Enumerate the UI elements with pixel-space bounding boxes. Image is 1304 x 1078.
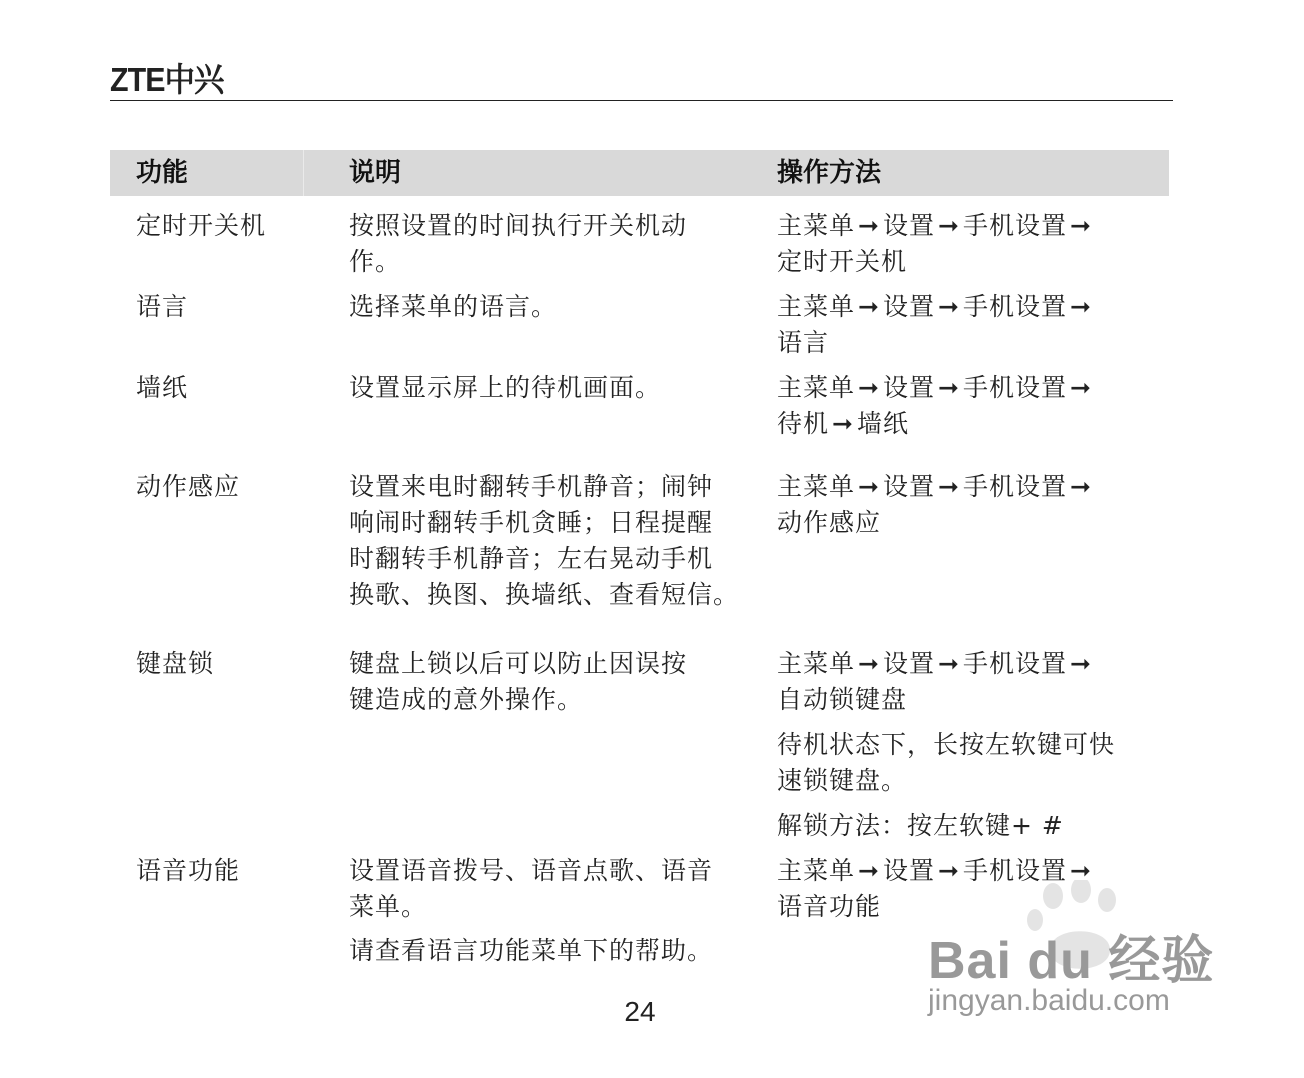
row-steps <box>777 370 1162 442</box>
arrow-right-icon: ➞ <box>832 409 854 438</box>
arrow-right-icon: ➞ <box>1069 292 1092 321</box>
row-note <box>777 727 1162 799</box>
step: 主菜单 <box>777 472 856 501</box>
row-note-unlock: 解锁方法：按左软键+ # <box>777 811 1064 840</box>
note-line: 待机状态下，长按左软键可快 <box>777 730 1116 759</box>
arrow-right-icon: ➞ <box>1069 649 1092 678</box>
arrow-right-icon: ➞ <box>858 856 880 885</box>
arrow-right-icon: ➞ <box>858 472 880 501</box>
step: 语言 <box>777 328 830 357</box>
step: 语音功能 <box>777 892 882 921</box>
arrow-right-icon: ➞ <box>1069 472 1092 501</box>
step: 自动锁键盘 <box>777 685 908 714</box>
step: 手机设置 <box>962 856 1067 885</box>
column-header-function: 功能 <box>136 158 189 188</box>
step: 主菜单 <box>777 856 856 885</box>
step: 设置 <box>882 649 935 678</box>
step: 主菜单 <box>777 292 856 321</box>
zte-logo: ZTE中兴 <box>110 61 224 98</box>
row-description <box>349 469 744 613</box>
row-function-voice: 语音功能 <box>136 856 241 885</box>
step: 设置 <box>882 856 935 885</box>
step: 手机设置 <box>962 373 1067 402</box>
table-header <box>110 150 1169 196</box>
arrow-right-icon: ➞ <box>858 211 880 240</box>
description-line: 键盘上锁以后可以防止因误按 <box>349 649 688 678</box>
description-line: 菜单。 <box>349 892 428 921</box>
row-steps <box>777 289 1162 361</box>
step: 主菜单 <box>777 373 856 402</box>
arrow-right-icon: ➞ <box>858 649 880 678</box>
column-header-description: 说明 <box>349 158 402 188</box>
description-line: 键造成的意外操作。 <box>349 685 584 714</box>
row-description <box>349 208 744 280</box>
row-description-note: 请查看语言功能菜单下的帮助。 <box>349 936 714 965</box>
note-line: 速锁键盘。 <box>777 766 908 795</box>
row-steps <box>777 469 1162 541</box>
page-number: 24 <box>624 996 656 1027</box>
step: 主菜单 <box>777 211 856 240</box>
column-header-operation: 操作方法 <box>777 158 882 188</box>
description-line: 作。 <box>349 247 402 276</box>
step: 设置 <box>882 373 935 402</box>
arrow-right-icon: ➞ <box>937 649 960 678</box>
arrow-right-icon: ➞ <box>937 373 960 402</box>
description-line: 设置语音拨号、语音点歌、语音 <box>349 856 714 885</box>
step: 设置 <box>882 472 935 501</box>
row-description <box>349 370 744 406</box>
arrow-right-icon: ➞ <box>1069 211 1092 240</box>
header-rule <box>110 100 1173 101</box>
arrow-right-icon: ➞ <box>1069 856 1092 885</box>
description-line: 设置来电时翻转手机静音；闹钟 <box>349 472 714 501</box>
row-function-timer: 定时开关机 <box>136 211 267 240</box>
step: 手机设置 <box>962 649 1067 678</box>
arrow-right-icon: ➞ <box>858 373 880 402</box>
row-description <box>349 646 744 718</box>
row-description <box>349 289 744 325</box>
step: 设置 <box>882 211 935 240</box>
arrow-right-icon: ➞ <box>937 856 960 885</box>
arrow-right-icon: ➞ <box>937 472 960 501</box>
arrow-right-icon: ➞ <box>858 292 880 321</box>
step: 设置 <box>882 292 935 321</box>
step: 定时开关机 <box>777 247 908 276</box>
step: 待机 <box>777 409 830 438</box>
arrow-right-icon: ➞ <box>937 292 960 321</box>
row-function-keylock: 键盘锁 <box>136 649 215 678</box>
description-line: 换歌、换图、换墙纸、查看短信。 <box>349 580 740 609</box>
step: 主菜单 <box>777 649 856 678</box>
watermark-brand: Bai du 经验 <box>928 932 1215 990</box>
row-function-language: 语言 <box>136 292 189 321</box>
description-line: 按照设置的时间执行开关机动 <box>349 211 688 240</box>
row-function-wallpaper: 墙纸 <box>136 373 189 402</box>
description-line: 时翻转手机静音；左右晃动手机 <box>349 544 714 573</box>
step: 手机设置 <box>962 211 1067 240</box>
description-line: 响闹时翻转手机贪睡；日程提醒 <box>349 508 714 537</box>
step: 手机设置 <box>962 472 1067 501</box>
row-description <box>349 853 744 925</box>
description-line: 设置显示屏上的待机画面。 <box>349 373 662 402</box>
watermark-url: jingyan.baidu.com <box>928 984 1170 1017</box>
step: 墙纸 <box>856 409 909 438</box>
step: 手机设置 <box>962 292 1067 321</box>
description-line: 选择菜单的语言。 <box>349 292 558 321</box>
row-steps <box>777 646 1162 718</box>
arrow-right-icon: ➞ <box>1069 373 1092 402</box>
row-steps <box>777 208 1162 280</box>
row-function-motion: 动作感应 <box>136 472 241 501</box>
step: 动作感应 <box>777 508 882 537</box>
arrow-right-icon: ➞ <box>937 211 960 240</box>
